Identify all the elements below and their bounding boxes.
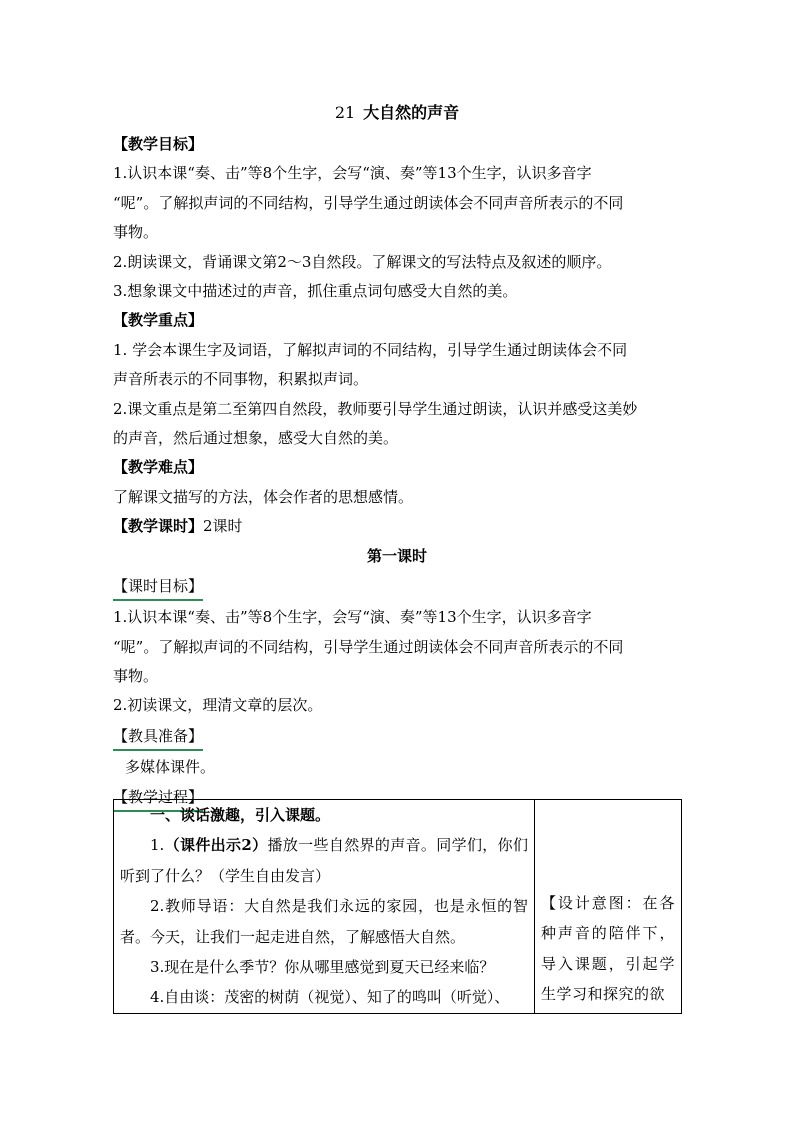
process-heading: 【教学过程】 (113, 785, 203, 812)
objectives-line: 1.认识本课“奏、击”等8个生字，会写“演、奏”等13个生字，认识多音字 (113, 164, 592, 183)
prep-heading: 【教具准备】 (113, 724, 203, 751)
design-intent-cell (535, 800, 682, 1014)
step-section-title: 一、谈话激趣，引入课题。 (150, 806, 331, 824)
key-points-line: 的声音，然后通过想象，感受大自然的美。 (113, 429, 399, 448)
courseware-tag: （课件出示2） (164, 836, 268, 855)
step-1-prefix: 1. (150, 836, 165, 855)
lesson-goal-line: 1.认识本课“奏、击”等8个生字，会写“演、奏”等13个生字，认识多音字 (113, 608, 592, 627)
hours-row (113, 512, 681, 541)
page-title (113, 96, 681, 130)
lesson-number: 21 (334, 103, 356, 122)
process-table (113, 799, 682, 1014)
process-steps-cell (114, 800, 535, 1014)
objectives-line: 3.想象课文中描述过的声音，抓住重点词句感受大自然的美。 (113, 282, 518, 301)
step-item-2: 2.教师导语：大自然是我们永远的家园，也是永恒的智者。今天，让我们一起走进自然，了解感悟大自然。 (120, 897, 528, 946)
document-page (113, 96, 681, 814)
prep-text: 多媒体课件。 (125, 757, 216, 776)
objectives-heading: 【教学目标】 (113, 135, 204, 153)
difficulties-line: 了解课文描写的方法，体会作者的思想感情。 (113, 487, 414, 506)
key-points-heading: 【教学重点】 (113, 311, 204, 330)
table-row (114, 800, 682, 1014)
lesson-goal-line: 2.初读课文，理清文章的层次。 (113, 696, 323, 715)
difficulties-heading: 【教学难点】 (113, 458, 204, 477)
step-item-1 (120, 830, 528, 891)
objectives-line: 事物。 (113, 223, 159, 242)
lesson-goal-line: “呢”。了解拟声词的不同结构，引导学生通过朗读体会不同声音所表示的不同 (113, 637, 624, 656)
step-item-4: 4.自由谈：茂密的树荫（视觉）、知了的鸣叫（听觉）、 (150, 988, 510, 1007)
objectives-line: “呢”。了解拟声词的不同结构，引导学生通过朗读体会不同声音所表示的不同 (113, 193, 624, 212)
lesson-goal-heading: 【课时目标】 (113, 574, 203, 601)
key-points-line: 1. 学会本课生字及词语，了解拟声词的不同结构，引导学生通过朗读体会不同 (113, 340, 628, 359)
lesson-one-title: 第一课时 (366, 546, 427, 565)
key-points-line: 声音所表示的不同事物，积累拟声词。 (113, 370, 369, 389)
lesson-goal-line: 事物。 (113, 666, 159, 685)
key-points-line: 2.课文重点是第二至第四自然段，教师要引导学生通过朗读，认识并感受这美妙 (113, 399, 638, 418)
step-item-3: 3.现在是什么季节？你从哪里感觉到夏天已经来临？ (150, 958, 495, 977)
hours-heading: 【教学课时】 (113, 517, 204, 536)
hours-value: 2课时 (203, 517, 243, 536)
objectives-line: 2.朗读课文，背诵课文第2～3自然段。了解课文的写法特点及叙述的顺序。 (113, 252, 612, 271)
design-intent-note: 【设计意图：在各种声音的陪伴下，导入课题，引起学生学习和探究的欲 (541, 894, 675, 1004)
lesson-title: 大自然的声音 (363, 103, 460, 122)
step-1-text: 播放一些自然界的声音。同学们，你们听到了什么？（学生自由发言） (120, 836, 528, 885)
